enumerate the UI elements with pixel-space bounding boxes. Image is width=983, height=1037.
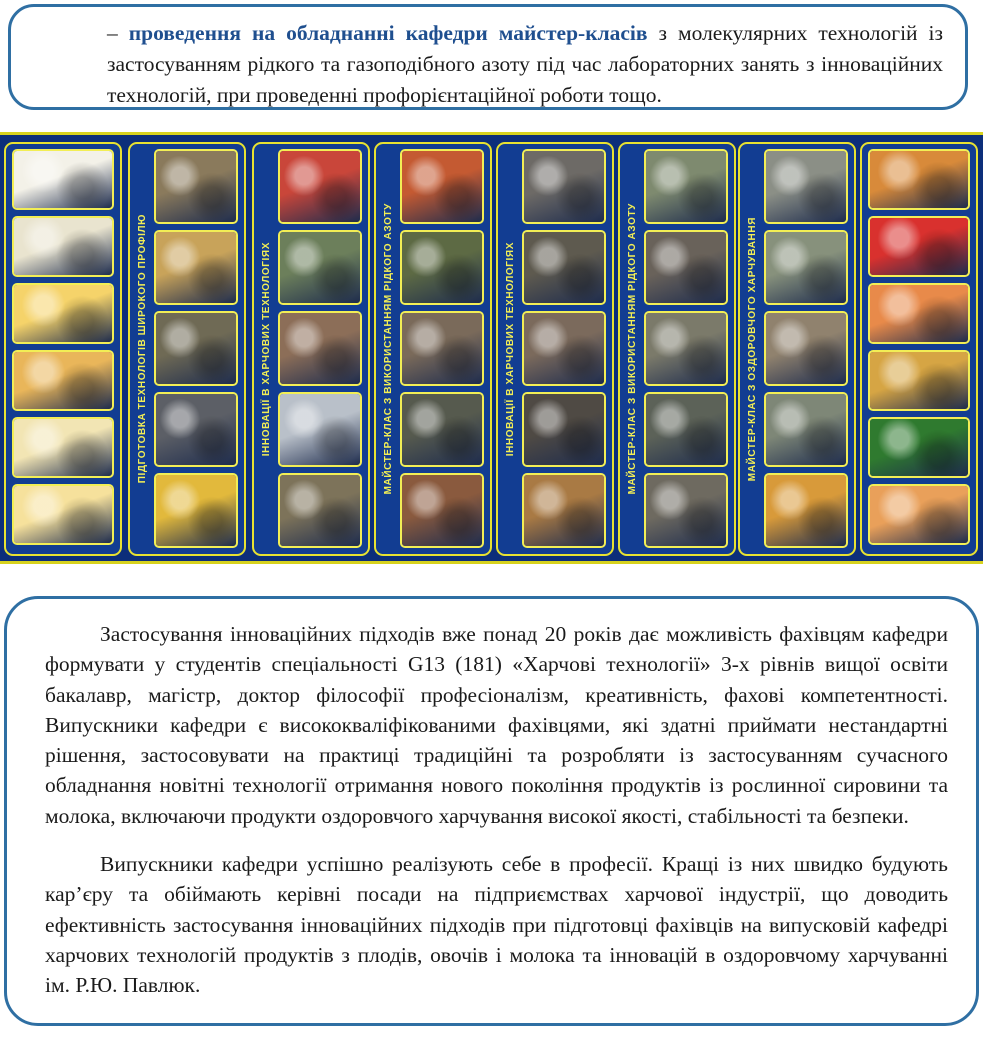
juice-photo — [764, 473, 848, 548]
sorbet-photo — [868, 283, 970, 344]
column-label: ІННОВАЦІЇ В ХАРЧОВИХ ТЕХНОЛОГІЯХ — [504, 241, 516, 457]
practice-photo — [764, 311, 848, 386]
classroom-photo — [644, 149, 728, 224]
outro-paragraph-2: Випускники кафедри успішно реалізують себе в професії. Кращі із них швидко будують кар’єру та обіймають керівні посади на підприємствах харчової індустрії, що доводить ефективність застосування інноваційних підходів при підготовці фахівців на випусковій кафедрі харчових технологій продуктів з плодів, овочів і молока та інновацій в оздоровчому харчуванні ім. Р.Ю. Павлюк. — [45, 852, 948, 998]
demo-photo — [278, 392, 362, 467]
milk-photo — [12, 149, 114, 210]
carrot-juice-photo — [868, 484, 970, 545]
cheese-photo — [12, 216, 114, 277]
lecture-photo — [278, 230, 362, 305]
ice-cream-photo — [12, 350, 114, 411]
col-dairy — [4, 142, 122, 556]
outro-text-box — [4, 596, 979, 1026]
students-photo — [154, 392, 238, 467]
workshop-photo — [764, 230, 848, 305]
product-jar-photo — [278, 473, 362, 548]
intro-text-box — [8, 4, 968, 110]
col-6 — [738, 142, 856, 556]
column-label: ІННОВАЦІЇ В ХАРЧОВИХ ТЕХНОЛОГІЯХ — [260, 241, 272, 457]
tea-photo — [868, 149, 970, 210]
peas-photo — [868, 417, 970, 478]
tasting-photo — [522, 311, 606, 386]
column-label: МАЙСТЕР-КЛАС З ВИКОРИСТАННЯМ РІДКОГО АЗОТУ — [626, 203, 638, 495]
equipment-photo — [522, 473, 606, 548]
fruit-photo — [278, 149, 362, 224]
food-table-photo — [154, 230, 238, 305]
staff-photo — [154, 311, 238, 386]
butter-photo — [12, 283, 114, 344]
col-4 — [496, 142, 614, 556]
azote-demo-photo — [522, 230, 606, 305]
col-products — [860, 142, 978, 556]
masterclass-photo — [400, 392, 484, 467]
column-label: ПІДГОТОВКА ТЕХНОЛОГІВ ШИРОКОГО ПРОФІЛЮ — [136, 214, 148, 484]
seminar-photo — [764, 149, 848, 224]
col-2 — [252, 142, 370, 556]
col-3 — [374, 142, 492, 556]
col-1 — [128, 142, 246, 556]
column-label: МАЙСТЕР-КЛАС З ОЗДОРОВЧОГО ХАРЧУВАННЯ — [746, 216, 758, 482]
cooking-photo — [522, 392, 606, 467]
lab-coats-photo — [522, 149, 606, 224]
event-photo — [400, 473, 484, 548]
column-label: МАЙСТЕР-КЛАС З ВИКОРИСТАННЯМ РІДКОГО АЗОТУ — [382, 203, 394, 495]
team-photo — [644, 311, 728, 386]
photo-collage — [0, 132, 983, 564]
brie-photo — [12, 417, 114, 478]
outro-paragraph-1: Застосування інноваційних підходів вже понад 20 років дає можливість фахівцям кафедри формувати у студентів спеціальності G13 (181) «Харчові технології» 3-х рівнів вищої освіти бакалавр, магістр, доктор філософії професіоналізм, креативність, фахові компетентності. Випускники кафедри є висококваліфікованими фахівцями, які здатні приймати нестандартні рішення, застосовувати на практиці традиційні та розробляти із застосуванням сучасного обладнання новітні технології отримання нового покоління продуктів із рослинної сировини та молока, включаючи продукти оздоровчого харчування високої якості, стабільності та безпеки. — [45, 622, 948, 828]
col-5 — [618, 142, 736, 556]
intro-rest: з молекулярних технологій із застосуванням рідкого та газоподібного азоту під час лабораторних занять з інноваційних технологій, при проведенні профорієнтаційної роботи тощо. — [107, 21, 944, 107]
session-photo — [764, 392, 848, 467]
dish-photo — [154, 473, 238, 548]
lab-photo — [278, 311, 362, 386]
intro-dash: – — [107, 21, 118, 45]
cheese-block-photo — [12, 484, 114, 545]
mixed-veg-photo — [868, 350, 970, 411]
strawberry-photo — [868, 216, 970, 277]
students-lab-photo — [400, 311, 484, 386]
lab-group-photo — [644, 473, 728, 548]
presentation-photo — [400, 230, 484, 305]
group-photo — [154, 149, 238, 224]
speaker-photo — [644, 230, 728, 305]
vegetables-photo — [400, 149, 484, 224]
process-photo — [644, 392, 728, 467]
intro-paragraph — [33, 18, 943, 111]
intro-highlight: проведення на обладнанні кафедри майстер-класів — [128, 21, 648, 45]
